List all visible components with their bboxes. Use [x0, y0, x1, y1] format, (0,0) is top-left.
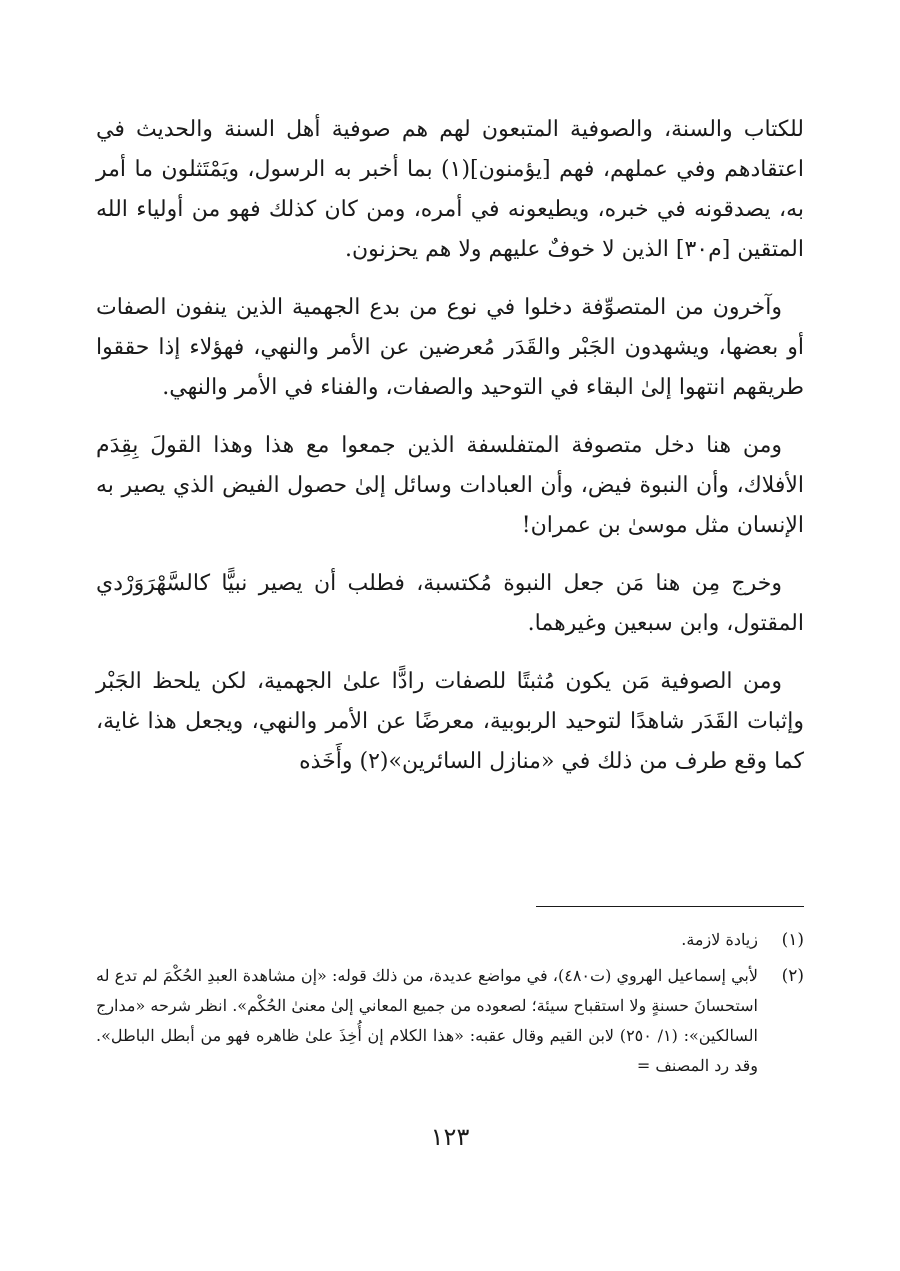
footnote-number: (١): [781, 930, 804, 950]
footnote-text: زيادة لازمة.: [681, 930, 758, 949]
page-number: ١٢٣: [430, 1123, 470, 1151]
footnote-2: [96, 961, 804, 1081]
paragraph-3: ومن هنا دخل متصوفة المتفلسفة الذين جمعوا مع هذا وهذا القولَ بِقِدَم الأفلاك، وأن النبوة فيض، وأن العبادات وسائل إلىٰ حصول الفيض الذي يصير به الإنسان مثل موسىٰ بن عمران!: [96, 433, 804, 538]
footnote-text: لأبي إسماعيل الهروي (ت٤٨٠)، في مواضع عديدة، من ذلك قوله: «إن مشاهدة العبدِ الحُكْمَ لم تدع له استحسانَ حسنةٍ ولا استقباح سيئة؛ لصعوده من جميع المعاني إلىٰ معنىٰ الحُكْم». انظر شرحه «مدارج السالكين»: (١/ ٢٥٠) لابن القيم وقال عقبه: «هذا الكلام إن أُخِذَ علىٰ ظاهره فهو من أبطل الباطل». وقد رد المصنف =: [96, 966, 759, 1075]
footnote-number: (٢): [781, 966, 804, 986]
footnotes: [96, 925, 804, 1087]
paragraph-2: وآخرون من المتصوِّفة دخلوا في نوع من بدع الجهمية الذين ينفون الصفات أو بعضها، ويشهدون الجَبْر والقَدَر مُعرضين عن الأمر والنهي، فهؤلاء إذا حققوا طريقهم انتهوا إلىٰ البقاء في التوحيد والصفات، والفناء في الأمر والنهي.: [96, 295, 805, 400]
footnote-divider: [536, 906, 804, 907]
paragraph-1: للكتاب والسنة، والصوفية المتبعون لهم هم صوفية أهل السنة والحديث في اعتقادهم وفي عملهم، فهم [يؤمنون](١) بما أخبر به الرسول، ويَمْتَثلون ما أمر به، يصدقونه في خبره، ويطيعونه في أمره، ومن كان كذلك فهو من أولياء الله المتقين [م٣٠] الذين لا خوفٌ عليهم ولا هم يحزنون.: [96, 117, 804, 262]
paragraph-4: وخرج مِن هنا مَن جعل النبوة مُكتسبة، فطلب أن يصير نبيًّا كالسَّهْرَوَرْدي المقتول، وابن سبعين وغيرهما.: [96, 571, 804, 636]
footnote-1: [96, 925, 804, 955]
paragraph-5: ومن الصوفية مَن يكون مُثبتًا للصفات رادًّا علىٰ الجهمية، لكن يلحظ الجَبْر وإثبات القَدَر شاهدًا لتوحيد الربوبية، معرضًا عن الأمر والنهي، ويجعل هذا غاية، كما وقع طرف من ذلك في «منازل السائرين»(٢) وأَخَذه: [96, 669, 805, 774]
main-text: [96, 110, 804, 782]
